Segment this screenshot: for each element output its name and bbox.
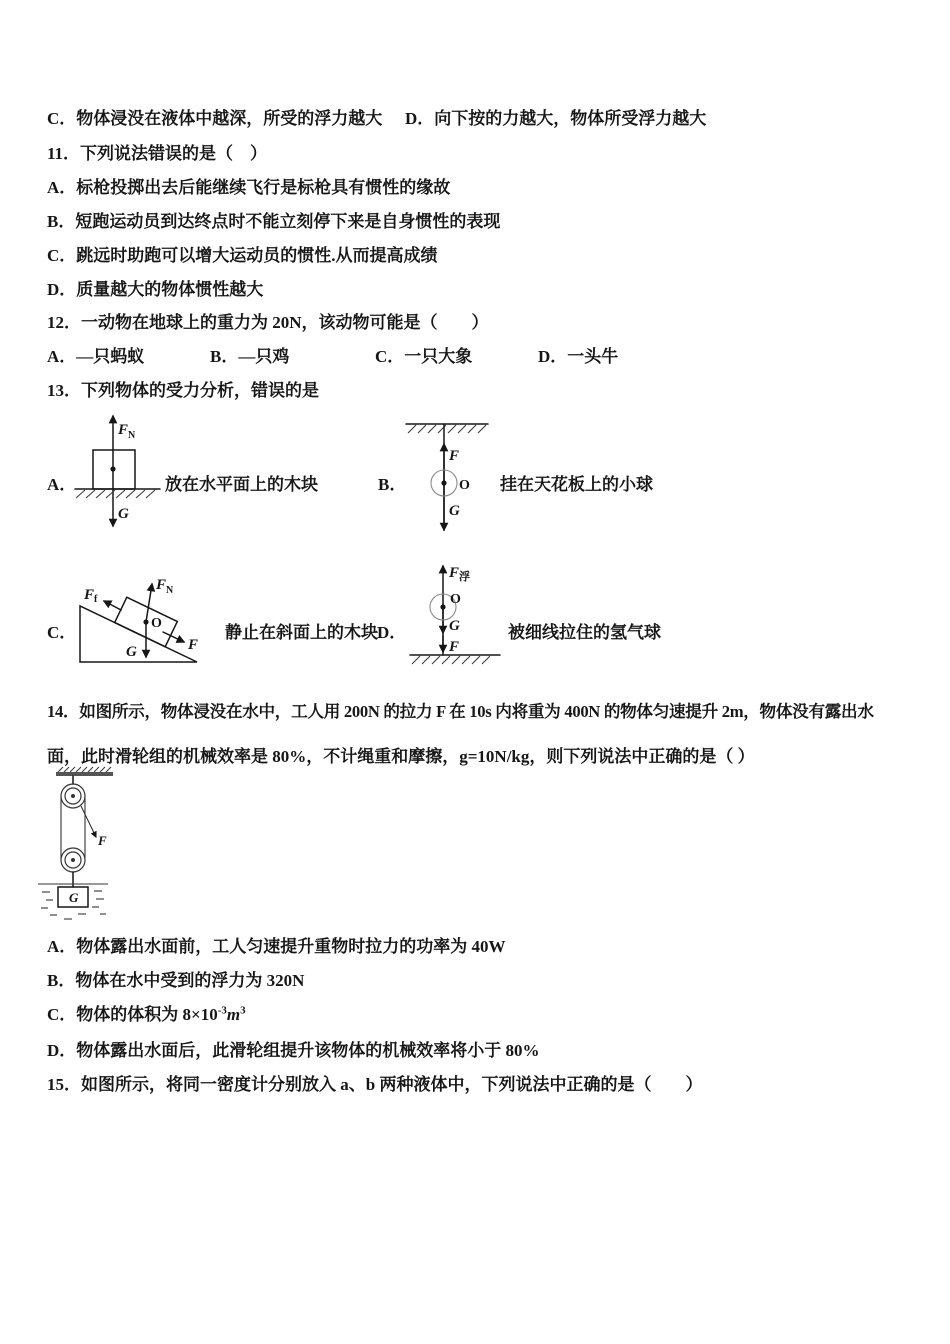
q12-option-a: A．—只蚂蚁 (47, 347, 145, 366)
q13-caption-a: 放在水平面上的木块 (165, 475, 318, 494)
force-label-fbuoy: $F_浮$ (449, 565, 471, 583)
q13-label-c: C． (47, 623, 77, 642)
force-label-g: G (118, 506, 129, 522)
q11-stem: 11．下列说法错误的是（ ） (47, 144, 268, 163)
q12-stem: 12．一动物在地球上的重力为 20N，该动物可能是（ ） (47, 313, 489, 332)
center-label-o: O (459, 478, 470, 493)
pulley-force-label-f: F (98, 833, 107, 848)
force-diagram-tied-balloon (402, 556, 507, 672)
q14-option-d: D．物体露出水面后，此滑轮组提升该物体的机械效率将小于 80% (47, 1041, 540, 1060)
force-label-f: F (188, 637, 199, 653)
force-label-f: F (449, 448, 460, 464)
force-label-g: G (126, 644, 137, 660)
force-label-g: G (449, 618, 460, 634)
q13-label-d: D． (377, 623, 407, 642)
q14-option-a: A．物体露出水面前，工人匀速提升重物时拉力的功率为 40W (47, 937, 506, 956)
force-label-g: G (449, 503, 460, 519)
center-label-o: O (450, 592, 461, 607)
q11-option-b: B．短跑运动员到达终点时不能立刻停下来是自身惯性的表现 (47, 212, 501, 231)
q10-option-c: C．物体浸没在液体中越深，所受的浮力越大 (47, 109, 383, 128)
q14-option-b: B．物体在水中受到的浮力为 320N (47, 971, 305, 990)
q15-stem: 15．如图所示，将同一密度计分别放入 a、b 两种液体中，下列说法中正确的是（ ） (47, 1075, 703, 1094)
q13-caption-d: 被细线拉住的氢气球 (508, 623, 661, 642)
center-label-o: O (151, 616, 162, 631)
q13-stem: 13．下列物体的受力分析，错误的是 (47, 381, 319, 400)
q11-option-d: D．质量越大的物体惯性越大 (47, 280, 264, 299)
force-label-ff: $F_f$ (84, 587, 98, 605)
q11-option-c: C．跳远时助跑可以增大运动员的惯性.从而提高成绩 (47, 246, 438, 265)
q12-option-c: C．一只大象 (375, 347, 473, 366)
q14-stem-line1: 14．如图所示，物体浸没在水中，工人用 200N 的拉力 F 在 10s 内将重为 400N 的物体匀速提升 2m，物体没有露出水 (47, 702, 874, 721)
q10-option-d: D．向下按的力越大，物体所受浮力越大 (405, 109, 707, 128)
q12-option-b: B．—只鸡 (210, 347, 290, 366)
q14-option-c: C．物体的体积为 $8\times 10^{-3}m^3$ (47, 1004, 246, 1024)
q13-caption-c: 静止在斜面上的木块 (225, 623, 378, 642)
pulley-system-diagram (36, 765, 136, 923)
q11-option-a: A．标枪投掷出去后能继续飞行是标枪具有惯性的缘故 (47, 178, 451, 197)
force-label-f: F (449, 639, 460, 655)
pulley-weight-label-g: G (69, 890, 79, 905)
q14-stem-line2: 面，此时滑轮组的机械效率是 80%，不计绳重和摩擦，g=10N/kg，则下列说法中正确的是（ ） (47, 747, 755, 766)
force-diagram-block-on-incline (66, 556, 236, 672)
q12-option-d: D．一头牛 (538, 347, 619, 366)
q13-label-b: B． (378, 475, 407, 494)
force-label-fn: $F_N$ (156, 577, 174, 596)
force-diagram-hanging-ball (398, 414, 503, 536)
q13-caption-b: 挂在天花板上的小球 (500, 475, 653, 494)
q13-label-a: A． (47, 475, 77, 494)
force-label-fn: $F_N$ (118, 422, 136, 441)
